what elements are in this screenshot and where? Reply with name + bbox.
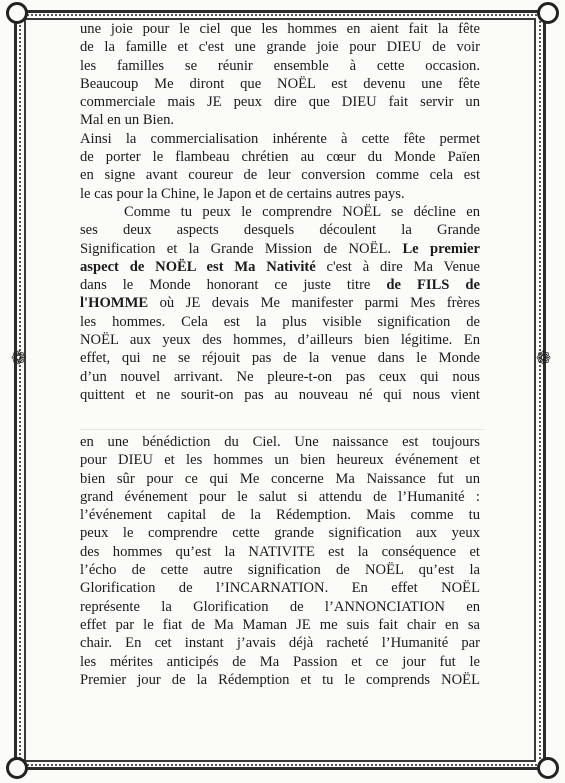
text-run: Signification et la Grande Mission de NOËL. [80,240,403,257]
text-line: pour DIEU et les hommes un bien heureux événement et [80,452,480,469]
text-line: NOËL aux yeux des hommes, d’ailleurs bien légitime. En [80,332,480,349]
pasted-section-divider [80,429,484,430]
text-line: des hommes qu’est la NATIVITE est la conséquence et [80,543,480,560]
corner-ornament-bottom-right [537,757,559,779]
text-line: de porter le flambeau chrétien au cœur du Monde Païen [80,149,480,166]
corner-ornament-top-right [537,2,559,24]
text-run: où JE devais Me manifester parmi Mes frères [148,295,480,312]
text-line: représente la Glorification de l’ANNONCIATION en [80,598,480,615]
paragraph-start-line: Comme tu peux le comprendre NOËL se décline en [124,203,480,220]
text-line: Premier jour de la Rédemption et tu le comprends NOËL [80,671,480,688]
side-ornament-right-icon: ❁ [536,348,552,369]
text-line: Glorification de l’INCARNATION. En effet NOËL [80,580,480,597]
text-line-mixed [80,258,480,276]
text-line: bien sûr pour ce qui Me concerne Ma Naissance fut un [80,470,480,487]
bold-text-run: aspect de NOËL est Ma Nativité [80,258,316,275]
text-line: Ainsi la commercialisation inhérente à cette fête permet [80,130,480,147]
text-line: les hommes. Cela est la plus visible signification de [80,313,480,330]
bold-text-run: de FILS de [386,277,481,294]
text-line: effet, qui ne se réjouit pas de la venue dans le Monde [80,350,480,367]
bold-text-run: l'HOMME [80,295,149,312]
bold-text-run: Le premier [402,240,481,257]
text-line: Beaucoup Me diront que NOËL est devenu une fête [80,75,480,92]
text-line: le cas pour la Chine, le Japon et de certains autres pays. [80,185,405,202]
text-line: l’écho de cette autre signification de NOËL qu’est la [80,562,480,579]
text-line: commerciale mais JE peux dire que DIEU fait servir un [80,94,480,111]
text-line: Mal en un Bien. [80,112,175,129]
text-line: l’événement capital de la Rédemption. Mais comme tu [80,507,480,524]
text-run: c'est à dire Ma Venue [315,258,480,275]
text-line: les mérites anticipés de Ma Passion et ce jour fut le [80,653,480,670]
corner-ornament-top-left [6,2,28,24]
corner-ornament-bottom-left [6,757,28,779]
side-ornament-left-icon: ❁ [11,348,27,369]
text-block-lower [80,433,480,689]
text-line: peux le comprendre cette grande signification aux yeux [80,525,480,542]
text-line: d’un nouvel arrivant. Ne pleure-t-on pas ceux qui nous [80,368,480,385]
text-line: une joie pour le ciel que les hommes en aient fait la fête [80,21,480,37]
text-line: grand événement pour le salut si attendu de l’Humanité : [80,488,480,505]
text-line: effet par le fiat de Ma Maman JE me suis fait chair en sa [80,616,480,633]
text-line-mixed [80,240,480,258]
text-run: dans le Monde honorant ce juste titre [80,277,387,294]
text-line: en signe avant coureur de leur conversion comme cela est [80,167,480,184]
text-line: chair. En cet instant j’avais déjà racheté l’Humanité par [80,635,480,652]
text-line: de la famille et c'est une grande joie pour DIEU de voir [80,39,480,56]
text-line-mixed [80,276,480,294]
text-line-mixed [80,294,480,312]
text-line: les familles se réunir ensemble à cette occasion. [80,57,480,74]
text-line: ses deux aspects desquels découlent la Grande [80,222,480,239]
text-line: quittent et ne sourit-on pas au nouveau né qui nous vient [80,386,480,403]
text-block-upper [80,20,480,404]
text-line: en une bénédiction du Ciel. Une naissance est toujours [80,434,480,450]
